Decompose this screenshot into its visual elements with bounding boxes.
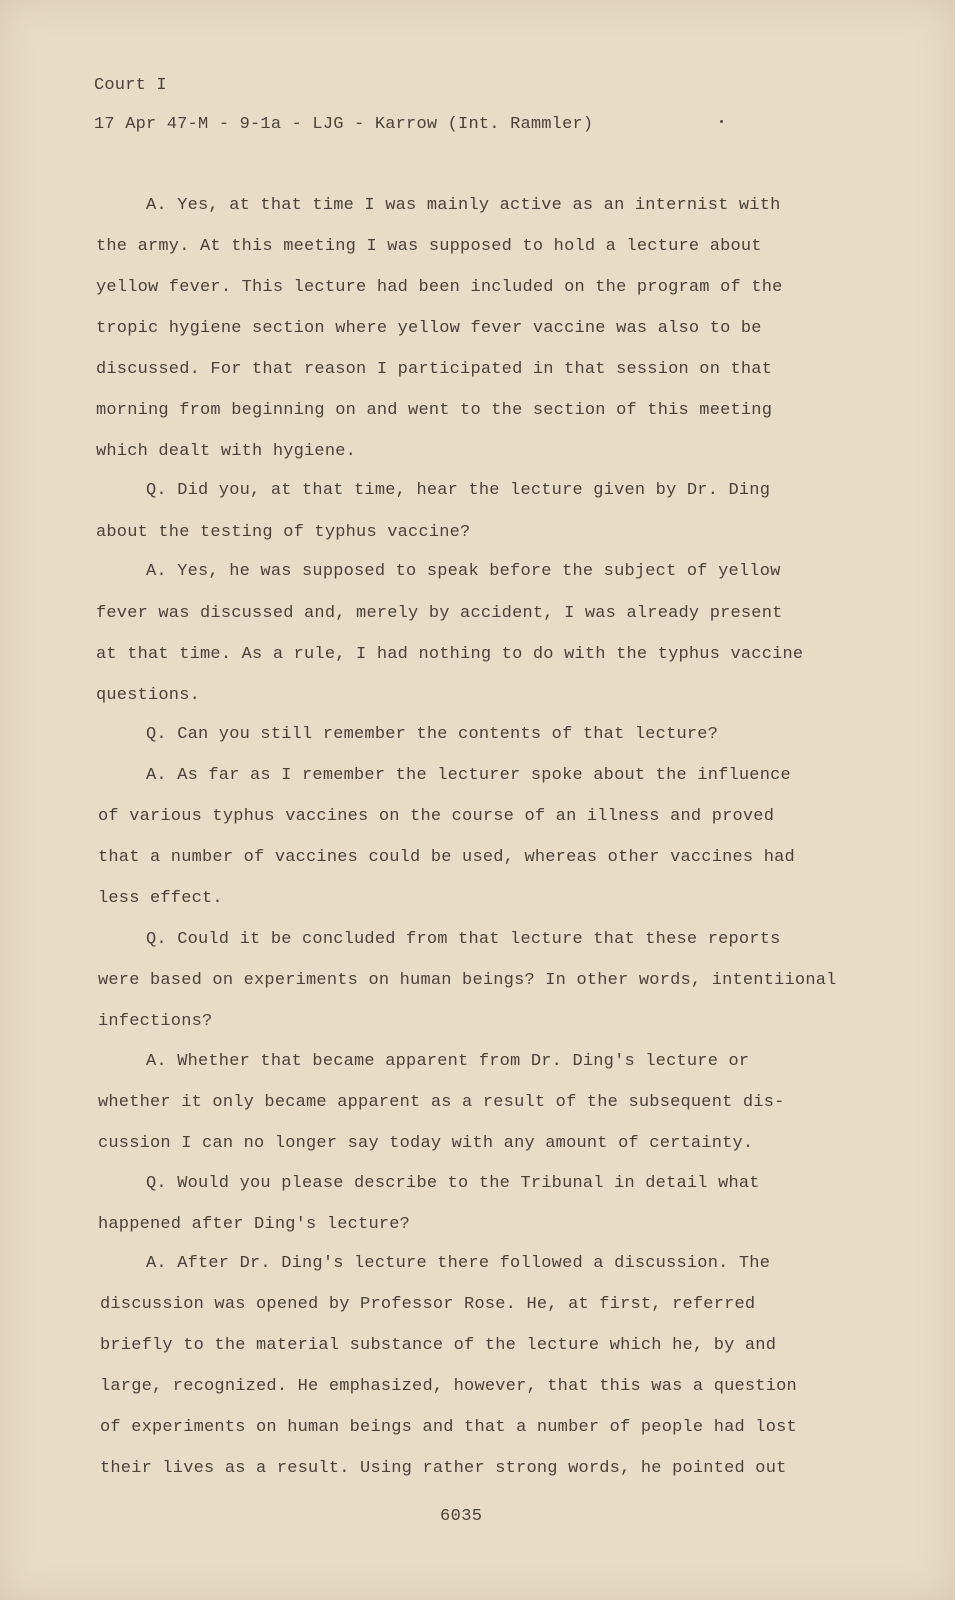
transcript-line: of various typhus vaccines on the course of an illness and proved bbox=[98, 807, 775, 826]
transcript-line: infections? bbox=[98, 1012, 213, 1031]
transcript-line: discussion was opened by Professor Rose. He, at first, referred bbox=[100, 1295, 756, 1314]
transcript-line: cussion I can no longer say today with any amount of certainty. bbox=[98, 1134, 754, 1153]
transcript-line: which dealt with hygiene. bbox=[96, 442, 357, 461]
transcript-line: questions. bbox=[96, 686, 201, 705]
transcript-line: A. After Dr. Ding's lecture there followed a discussion. The bbox=[146, 1254, 771, 1273]
court-label: Court I bbox=[94, 76, 167, 95]
transcript-line: tropic hygiene section where yellow fever vaccine was also to be bbox=[96, 319, 762, 338]
transcript-line: briefly to the material substance of the lecture which he, by and bbox=[100, 1336, 777, 1355]
transcript-line: Q. Can you still remember the contents of that lecture? bbox=[146, 725, 719, 744]
transcript-line: that a number of vaccines could be used, whereas other vaccines had bbox=[98, 848, 795, 867]
transcript-line: Q. Would you please describe to the Tribunal in detail what bbox=[146, 1174, 760, 1193]
transcript-line: happened after Ding's lecture? bbox=[98, 1215, 411, 1234]
transcript-line: large, recognized. He emphasized, however, that this was a question bbox=[100, 1377, 797, 1396]
transcript-line: A. Yes, at that time I was mainly active as an internist with bbox=[146, 196, 781, 215]
transcript-line: fever was discussed and, merely by accident, I was already present bbox=[96, 604, 783, 623]
transcript-line: A. Yes, he was supposed to speak before the subject of yellow bbox=[146, 562, 781, 581]
transcript-line: whether it only became apparent as a result of the subsequent dis- bbox=[98, 1093, 785, 1112]
transcript-line: Q. Did you, at that time, hear the lecture given by Dr. Ding bbox=[146, 481, 771, 500]
transcript-line: at that time. As a rule, I had nothing to do with the typhus vaccine bbox=[96, 645, 804, 664]
transcript-line: of experiments on human beings and that a number of people had lost bbox=[100, 1418, 797, 1437]
transcript-line: A. As far as I remember the lecturer spoke about the influence bbox=[146, 766, 791, 785]
transcript-line: yellow fever. This lecture had been included on the program of the bbox=[96, 278, 783, 297]
session-info: 17 Apr 47-M - 9-1a - LJG - Karrow (Int. Rammler) bbox=[94, 115, 594, 134]
transcript-line: the army. At this meeting I was supposed to hold a lecture about bbox=[96, 237, 762, 256]
transcript-line: less effect. bbox=[98, 889, 223, 908]
transcript-line: were based on experiments on human beings? In other words, intentiional bbox=[98, 971, 837, 990]
transcript-line: A. Whether that became apparent from Dr. Ding's lecture or bbox=[146, 1052, 750, 1071]
transcript-line: discussed. For that reason I participated in that session on that bbox=[96, 360, 773, 379]
transcript-line: morning from beginning on and went to the section of this meeting bbox=[96, 401, 773, 420]
page-number: 6035 bbox=[440, 1507, 483, 1526]
transcript-line: their lives as a result. Using rather strong words, he pointed out bbox=[100, 1459, 787, 1478]
transcript-line: about the testing of typhus vaccine? bbox=[96, 523, 471, 542]
transcript-line: Q. Could it be concluded from that lecture that these reports bbox=[146, 930, 781, 949]
